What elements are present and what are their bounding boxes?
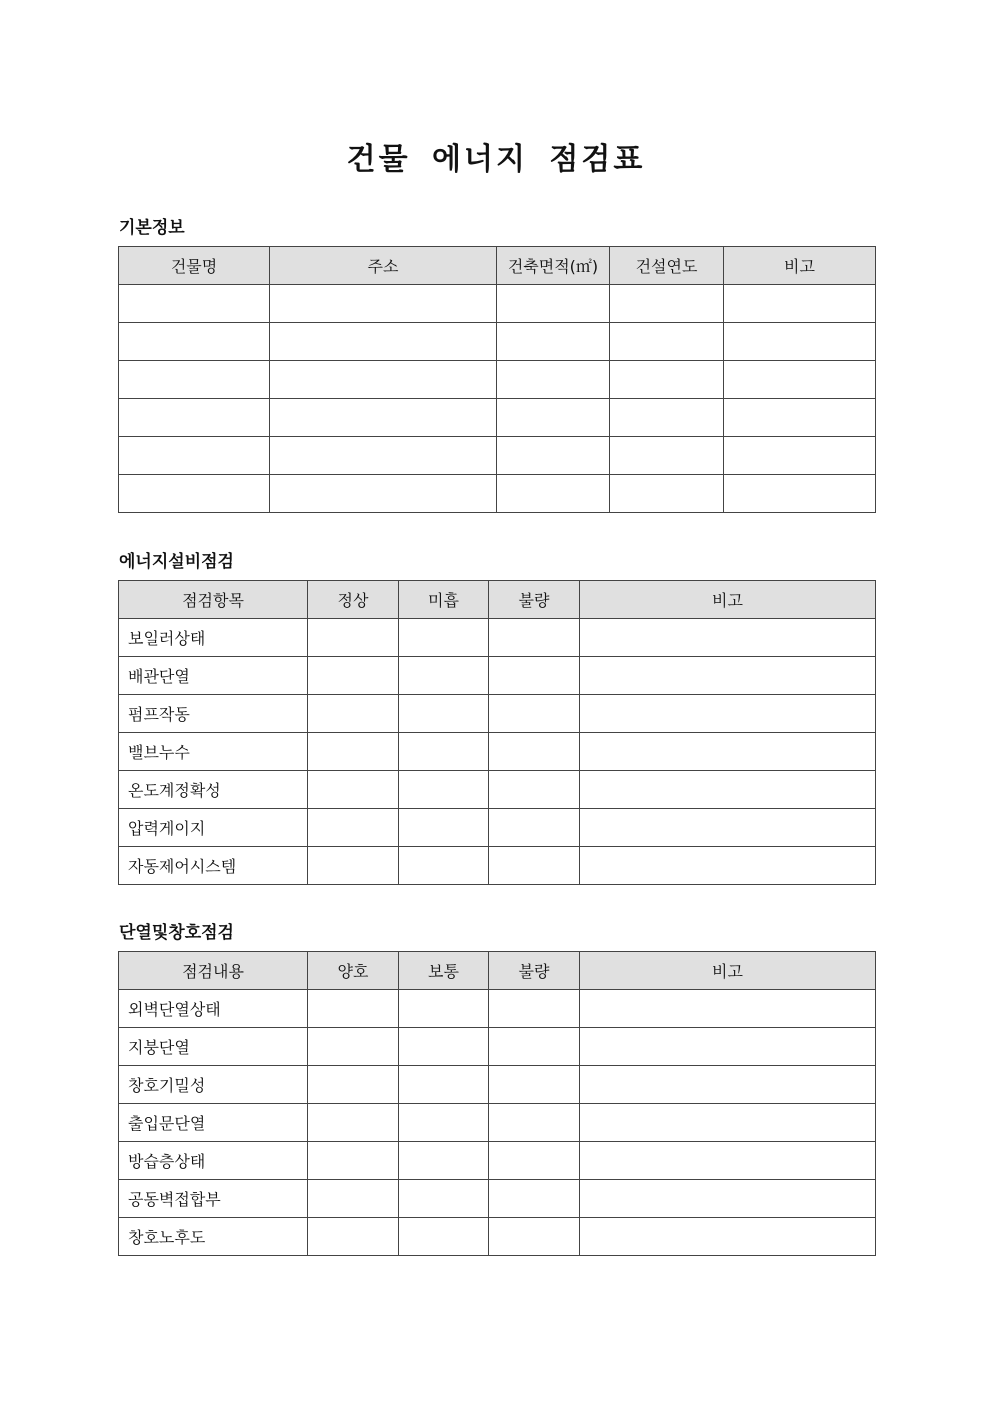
cell-remarks[interactable] <box>724 475 876 513</box>
cell-good[interactable] <box>308 1218 399 1256</box>
header-defective: 불량 <box>489 581 580 619</box>
cell-address[interactable] <box>270 475 497 513</box>
cell-defective[interactable] <box>489 619 580 657</box>
equipment-check-table <box>118 580 876 885</box>
table-row <box>119 733 876 771</box>
cell-remarks[interactable] <box>724 323 876 361</box>
header-address: 주소 <box>270 247 497 285</box>
section-title-equipment-check: 에너지설비점검 <box>119 552 234 572</box>
cell-remarks[interactable] <box>580 1066 876 1104</box>
table-row <box>119 361 876 399</box>
document-title: 건물 에너지 점검표 <box>346 142 646 177</box>
table-header-row <box>119 952 876 990</box>
cell-floor-area[interactable] <box>497 437 610 475</box>
cell-average[interactable] <box>399 1104 489 1142</box>
check-item-label: 밸브누수 <box>119 733 308 771</box>
check-item-label: 출입문단열 <box>119 1104 308 1142</box>
header-construction-year: 건설연도 <box>610 247 724 285</box>
cell-remarks[interactable] <box>580 847 876 885</box>
cell-address[interactable] <box>270 437 497 475</box>
cell-defective[interactable] <box>489 1066 580 1104</box>
cell-good[interactable] <box>308 1180 399 1218</box>
cell-address[interactable] <box>270 399 497 437</box>
cell-remarks[interactable] <box>724 437 876 475</box>
cell-defective[interactable] <box>489 1180 580 1218</box>
cell-remarks[interactable] <box>580 733 876 771</box>
cell-insufficient[interactable] <box>399 733 489 771</box>
cell-remarks[interactable] <box>580 695 876 733</box>
cell-average[interactable] <box>399 1066 489 1104</box>
table-row <box>119 619 876 657</box>
table-row <box>119 771 876 809</box>
cell-remarks[interactable] <box>580 1028 876 1066</box>
cell-defective[interactable] <box>489 1142 580 1180</box>
table-row <box>119 1180 876 1218</box>
cell-building-name[interactable] <box>119 399 270 437</box>
cell-defective[interactable] <box>489 657 580 695</box>
header-floor-area: 건축면적(㎡) <box>497 247 610 285</box>
header-remarks: 비고 <box>580 581 876 619</box>
cell-construction-year[interactable] <box>610 323 724 361</box>
cell-defective[interactable] <box>489 1218 580 1256</box>
cell-floor-area[interactable] <box>497 399 610 437</box>
cell-average[interactable] <box>399 1142 489 1180</box>
cell-remarks[interactable] <box>580 1104 876 1142</box>
header-building-name: 건물명 <box>119 247 270 285</box>
cell-normal[interactable] <box>308 771 399 809</box>
table-row <box>119 1104 876 1142</box>
header-normal: 정상 <box>308 581 399 619</box>
check-item-label: 창호노후도 <box>119 1218 308 1256</box>
cell-building-name[interactable] <box>119 285 270 323</box>
cell-remarks[interactable] <box>580 1180 876 1218</box>
table-row <box>119 1142 876 1180</box>
cell-construction-year[interactable] <box>610 475 724 513</box>
header-check-content: 점검내용 <box>119 952 308 990</box>
table-row <box>119 437 876 475</box>
table-row <box>119 475 876 513</box>
cell-normal[interactable] <box>308 619 399 657</box>
cell-floor-area[interactable] <box>497 323 610 361</box>
cell-remarks[interactable] <box>580 1142 876 1180</box>
cell-address[interactable] <box>270 323 497 361</box>
cell-defective[interactable] <box>489 1028 580 1066</box>
check-item-label: 방습층상태 <box>119 1142 308 1180</box>
cell-floor-area[interactable] <box>497 475 610 513</box>
insulation-check-table <box>118 951 876 1256</box>
cell-average[interactable] <box>399 990 489 1028</box>
table-row <box>119 399 876 437</box>
table-row <box>119 990 876 1028</box>
cell-construction-year[interactable] <box>610 399 724 437</box>
table-row <box>119 809 876 847</box>
cell-remarks[interactable] <box>724 285 876 323</box>
cell-good[interactable] <box>308 1028 399 1066</box>
cell-remarks[interactable] <box>580 619 876 657</box>
cell-defective[interactable] <box>489 847 580 885</box>
cell-insufficient[interactable] <box>399 809 489 847</box>
cell-remarks[interactable] <box>580 657 876 695</box>
check-item-label: 배관단열 <box>119 657 308 695</box>
check-item-label: 지붕단열 <box>119 1028 308 1066</box>
basic-info-table <box>118 246 876 513</box>
cell-insufficient[interactable] <box>399 695 489 733</box>
cell-defective[interactable] <box>489 990 580 1028</box>
cell-good[interactable] <box>308 1104 399 1142</box>
cell-defective[interactable] <box>489 695 580 733</box>
table-row <box>119 1066 876 1104</box>
table-row <box>119 695 876 733</box>
cell-construction-year[interactable] <box>610 285 724 323</box>
cell-average[interactable] <box>399 1028 489 1066</box>
header-remarks: 비고 <box>580 952 876 990</box>
cell-building-name[interactable] <box>119 475 270 513</box>
table-header-row <box>119 247 876 285</box>
table-row <box>119 657 876 695</box>
check-item-label: 창호기밀성 <box>119 1066 308 1104</box>
cell-remarks[interactable] <box>580 771 876 809</box>
cell-normal[interactable] <box>308 809 399 847</box>
cell-construction-year[interactable] <box>610 361 724 399</box>
check-item-label: 보일러상태 <box>119 619 308 657</box>
cell-average[interactable] <box>399 1218 489 1256</box>
cell-insufficient[interactable] <box>399 657 489 695</box>
check-item-label: 외벽단열상태 <box>119 990 308 1028</box>
cell-remarks[interactable] <box>580 990 876 1028</box>
check-item-label: 온도계정확성 <box>119 771 308 809</box>
cell-normal[interactable] <box>308 847 399 885</box>
check-item-label: 펌프작동 <box>119 695 308 733</box>
cell-remarks[interactable] <box>580 809 876 847</box>
section-title-basic-info: 기본정보 <box>119 218 185 238</box>
table-row <box>119 1028 876 1066</box>
cell-building-name[interactable] <box>119 437 270 475</box>
header-check-item: 점검항목 <box>119 581 308 619</box>
cell-normal[interactable] <box>308 733 399 771</box>
cell-defective[interactable] <box>489 809 580 847</box>
table-row <box>119 847 876 885</box>
cell-good[interactable] <box>308 1142 399 1180</box>
cell-defective[interactable] <box>489 1104 580 1142</box>
cell-insufficient[interactable] <box>399 771 489 809</box>
cell-defective[interactable] <box>489 733 580 771</box>
cell-floor-area[interactable] <box>497 361 610 399</box>
header-remarks: 비고 <box>724 247 876 285</box>
cell-remarks[interactable] <box>724 399 876 437</box>
cell-insufficient[interactable] <box>399 847 489 885</box>
cell-remarks[interactable] <box>724 361 876 399</box>
cell-construction-year[interactable] <box>610 437 724 475</box>
check-item-label: 자동제어시스템 <box>119 847 308 885</box>
table-row <box>119 285 876 323</box>
cell-remarks[interactable] <box>580 1218 876 1256</box>
header-defective: 불량 <box>489 952 580 990</box>
header-insufficient: 미흡 <box>399 581 489 619</box>
cell-insufficient[interactable] <box>399 619 489 657</box>
cell-normal[interactable] <box>308 695 399 733</box>
cell-building-name[interactable] <box>119 323 270 361</box>
header-good: 양호 <box>308 952 399 990</box>
cell-average[interactable] <box>399 1180 489 1218</box>
table-row <box>119 1218 876 1256</box>
cell-floor-area[interactable] <box>497 285 610 323</box>
cell-defective[interactable] <box>489 771 580 809</box>
table-row <box>119 323 876 361</box>
header-average: 보통 <box>399 952 489 990</box>
table-header-row <box>119 581 876 619</box>
cell-address[interactable] <box>270 285 497 323</box>
section-title-insulation-check: 단열및창호점검 <box>119 923 234 943</box>
cell-address[interactable] <box>270 361 497 399</box>
cell-good[interactable] <box>308 990 399 1028</box>
check-item-label: 공동벽접합부 <box>119 1180 308 1218</box>
check-item-label: 압력게이지 <box>119 809 308 847</box>
cell-building-name[interactable] <box>119 361 270 399</box>
cell-normal[interactable] <box>308 657 399 695</box>
cell-good[interactable] <box>308 1066 399 1104</box>
